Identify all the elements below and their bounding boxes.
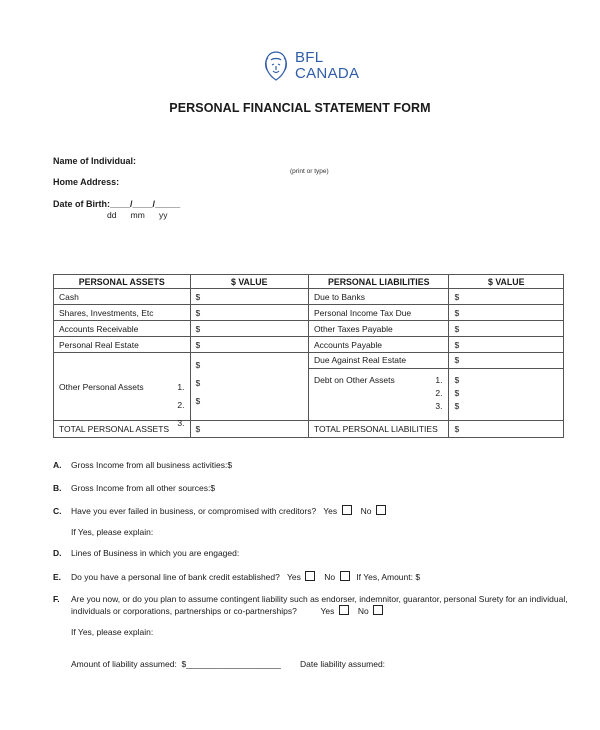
- question-f-explain[interactable]: If Yes, please explain:: [71, 627, 154, 637]
- asset-value-field[interactable]: $: [190, 337, 308, 353]
- other-assets-values: [190, 353, 308, 421]
- liability-value-field[interactable]: $: [454, 401, 460, 411]
- asset-label: Cash: [54, 289, 191, 305]
- total-assets-field[interactable]: $: [190, 421, 308, 438]
- question-text[interactable]: Gross Income from all business activities:$: [71, 460, 233, 470]
- header-liabilities: PERSONAL LIABILITIES: [308, 275, 448, 289]
- question-c: [53, 505, 388, 516]
- amount-label[interactable]: If Yes, Amount: $: [356, 572, 421, 582]
- question-c-explain[interactable]: If Yes, please explain:: [71, 527, 154, 537]
- table-row: [54, 289, 564, 305]
- question-f-line-2: [71, 605, 385, 616]
- asset-value-field[interactable]: $: [190, 289, 308, 305]
- asset-label: Personal Real Estate: [54, 337, 191, 353]
- company-logo: [262, 46, 372, 88]
- logo-text: [295, 50, 359, 82]
- lion-logo-icon: [262, 48, 290, 84]
- name-label: Name of Individual:: [53, 156, 137, 166]
- total-liabilities-label: TOTAL PERSONAL LIABILITIES: [308, 421, 448, 438]
- item-number: 3.: [177, 417, 185, 428]
- table-row: [54, 305, 564, 321]
- question-letter: E.: [53, 572, 62, 582]
- due-real-estate-label: Due Against Real Estate: [309, 353, 448, 369]
- total-assets-label: TOTAL PERSONAL ASSETS: [54, 421, 191, 438]
- debt-other-values: [449, 369, 563, 414]
- table-row: [54, 321, 564, 337]
- liability-amount-field[interactable]: Amount of liability assumed: $____________________: [71, 659, 281, 669]
- liability-value-field[interactable]: $: [449, 305, 564, 321]
- question-letter: D.: [53, 548, 62, 558]
- yes-checkbox[interactable]: [305, 571, 315, 581]
- liability-label: Due to Banks: [308, 289, 448, 305]
- debt-other-numbers: [435, 375, 442, 414]
- other-assets-cell: [54, 353, 191, 428]
- question-letter: F.: [53, 594, 60, 604]
- liabilities-split-values: [449, 353, 564, 421]
- dob-label: Date of Birth:____/____/_____: [53, 199, 181, 209]
- yes-label: Yes: [320, 606, 335, 616]
- header-assets: PERSONAL ASSETS: [54, 275, 191, 289]
- asset-value-field[interactable]: $: [190, 305, 308, 321]
- liability-value-field[interactable]: $: [454, 388, 460, 398]
- question-letter: A.: [53, 460, 62, 470]
- yes-checkbox[interactable]: [342, 505, 352, 515]
- liabilities-split-cell: [308, 353, 448, 421]
- liability-value-field[interactable]: $: [449, 353, 563, 369]
- asset-value-field[interactable]: $: [195, 377, 201, 388]
- question-f: [53, 594, 573, 604]
- liability-value-field[interactable]: $: [454, 375, 460, 385]
- question-e: [53, 571, 420, 582]
- other-assets-label: Other Personal Assets: [59, 381, 144, 392]
- no-checkbox[interactable]: [373, 605, 383, 615]
- liability-label: Other Taxes Payable: [308, 321, 448, 337]
- form-title: PERSONAL FINANCIAL STATEMENT FORM: [169, 101, 431, 115]
- dob-units: dd mm yy: [107, 210, 168, 220]
- item-number: 2.: [177, 399, 185, 410]
- no-label: No: [360, 506, 372, 516]
- table-total-row: [54, 421, 564, 438]
- question-text: Do you have a personal line of bank credit established?: [71, 572, 280, 582]
- table-row-other: [54, 353, 564, 421]
- item-number: 2.: [435, 388, 443, 398]
- total-liabilities-field[interactable]: $: [449, 421, 564, 438]
- asset-label: Accounts Receivable: [54, 321, 191, 337]
- asset-label: Shares, Investments, Etc: [54, 305, 191, 321]
- logo-line-2: CANADA: [295, 65, 360, 82]
- no-checkbox[interactable]: [376, 505, 386, 515]
- no-label: No: [357, 606, 369, 616]
- question-text: Have you ever failed in business, or compromised with creditors?: [71, 506, 317, 516]
- liability-label: Accounts Payable: [308, 337, 448, 353]
- table-row: [54, 337, 564, 353]
- liability-label: Personal Income Tax Due: [308, 305, 448, 321]
- financial-table: [53, 274, 564, 438]
- yes-label: Yes: [323, 506, 338, 516]
- header-asset-value: $ VALUE: [190, 275, 308, 289]
- yes-checkbox[interactable]: [339, 605, 349, 615]
- question-letter: B.: [53, 483, 62, 493]
- address-label: Home Address:: [53, 177, 120, 187]
- asset-value-field[interactable]: $: [195, 359, 201, 370]
- item-number: 1.: [177, 381, 185, 392]
- question-letter: C.: [53, 506, 62, 516]
- table-header-row: [54, 275, 564, 289]
- question-text[interactable]: Gross Income from all other sources:$: [71, 483, 216, 493]
- question-b: [53, 483, 215, 493]
- item-number: 3.: [435, 401, 443, 411]
- question-text[interactable]: Lines of Business in which you are engaged:: [71, 548, 240, 558]
- yes-label: Yes: [286, 572, 301, 582]
- asset-value-field[interactable]: $: [190, 321, 308, 337]
- question-text-line-1: Are you now, or do you plan to assume contingent liability such as endorser, indemnitor, guarantor, personal Surety for an individual,: [71, 594, 568, 604]
- question-a: [53, 460, 232, 470]
- no-checkbox[interactable]: [340, 571, 350, 581]
- logo-line-1: BFL: [295, 49, 324, 66]
- question-text-line-2: individuals or corporations, partnerships or co-partnerships?: [71, 606, 297, 616]
- liability-value-field[interactable]: $: [449, 337, 564, 353]
- item-number: 1.: [435, 375, 443, 385]
- other-assets-numbers: [177, 382, 184, 436]
- liability-date-field[interactable]: Date liability assumed:: [300, 659, 386, 669]
- liability-value-field[interactable]: $: [449, 321, 564, 337]
- liability-value-field[interactable]: $: [449, 289, 564, 305]
- debt-other-cell: [309, 369, 448, 420]
- no-label: No: [324, 572, 336, 582]
- debt-other-label: Debt on Other Assets: [313, 375, 395, 385]
- question-d: [53, 548, 239, 558]
- print-note: (print or type): [290, 168, 329, 175]
- asset-value-field[interactable]: $: [195, 395, 201, 406]
- header-liability-value: $ VALUE: [449, 275, 564, 289]
